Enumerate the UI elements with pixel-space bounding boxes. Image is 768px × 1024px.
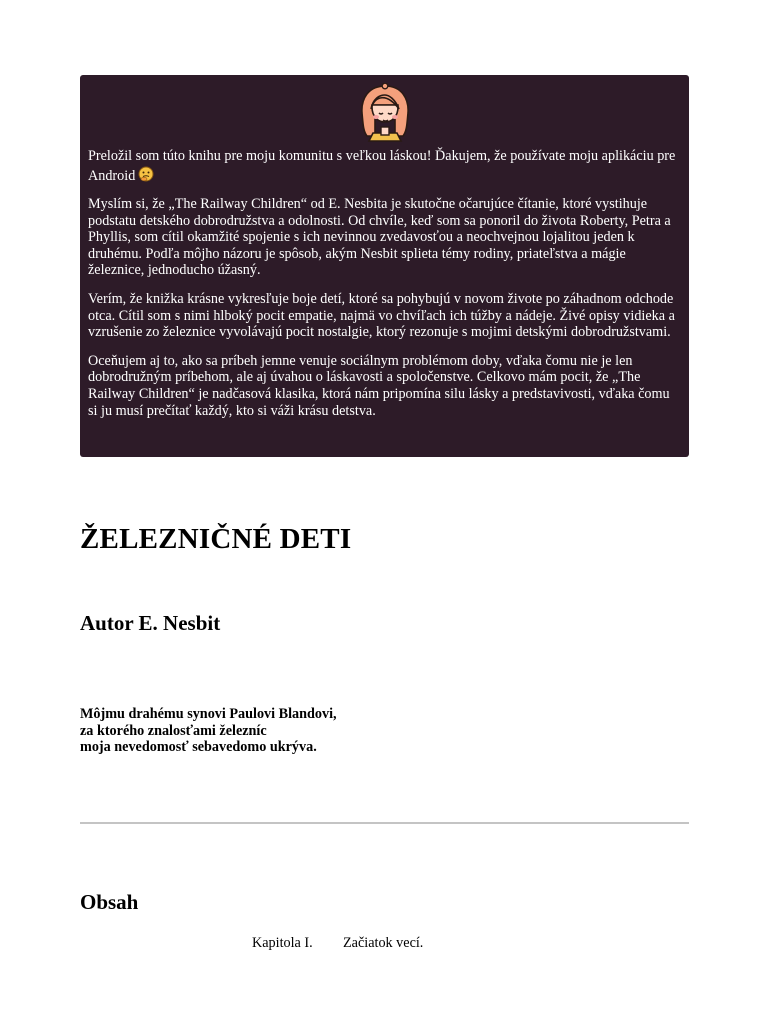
girl-avatar-icon [357, 83, 413, 143]
note-paragraph: Myslím si, že „The Railway Children“ od E. Nesbita je skutočne očarujúce čítanie, ktoré vystihuje podstatu detského dobrodružstva a odolnosti. Od chvíle, keď som sa ponoril do života Roberty, Petra a Phyllis, som cítil okamžité spojenie s ich nevinnou zvedavosťou a neochvejnou lojalitou jeden k druhému. Podľa môjho názoru je spôsob, akým Nesbit splieta témy rodiny, priateľstva a mágie železnice, jednoducho úžasný. [88, 196, 671, 279]
thinking-face-emoji [138, 166, 154, 182]
book-author: Autor E. Nesbit [80, 611, 221, 635]
toc-chapter-link[interactable]: Začiatok vecí. [343, 935, 424, 951]
section-divider [80, 822, 689, 824]
dedication-line: moja nevedomosť sebavedomo ukrýva. [80, 739, 317, 755]
toc-heading: Obsah [80, 890, 139, 914]
book-title: ŽELEZNIČNÉ DETI [80, 523, 352, 555]
dedication [80, 706, 337, 756]
note-paragraph: Preložil som túto knihu pre moju komunitu s veľkou láskou! Ďakujem, že používate moju aplikáciu pre Android [88, 148, 676, 184]
dedication-line: za ktorého znalosťami železníc [80, 722, 267, 739]
note-paragraph: Oceňujem aj to, ako sa príbeh jemne venuje sociálnym problémom doby, vďaka čomu nie je len dobrodružným príbehom, ale aj úvahou o láskavosti a spoločenstve. Celkovo mám pocit, že „The Railway Children“ je nadčasová klasika, ktorá nám pripomína silu lásky a predstavivosti, vďaka čomu si ju musí prečítať každý, kto si váži krásu detstva. [88, 352, 670, 419]
translator-note [80, 75, 689, 457]
note-paragraph: Verím, že knižka krásne vykresľuje boje detí, ktoré sa pohybujú v novom živote po záhadnom odchode otca. Cítil som s nimi hlboký pocit empatie, najmä vo chvíľach ich túžby a nádeje. Živé opisy vidieka a vzrušenie zo železnice vyvolávajú pocit nostalgie, ktorý rezonuje s mojimi detskými dobrodružstvami. [88, 290, 675, 341]
dedication-line: Môjmu drahému synovi Paulovi Blandovi, [80, 706, 337, 722]
toc-chapter-number[interactable]: Kapitola I. [252, 935, 313, 951]
